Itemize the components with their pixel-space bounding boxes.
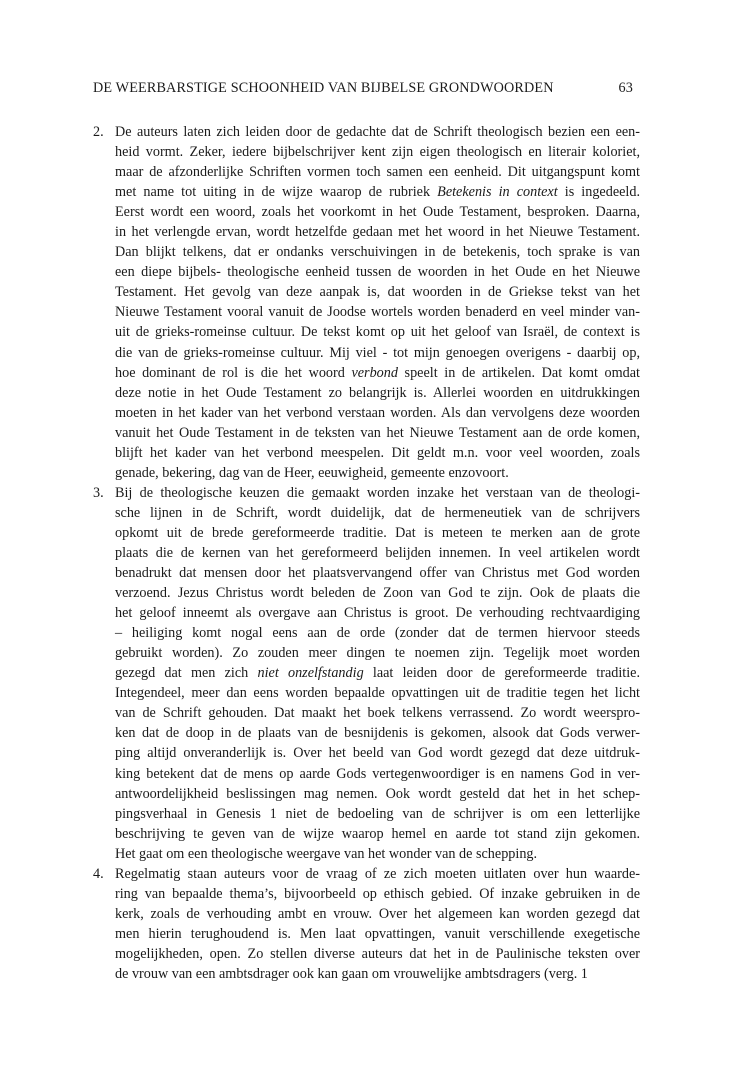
text-segment: Integendeel, meer dan eens worden bepaalde opvattingen uit de traditie tegen het licht bbox=[115, 685, 640, 702]
text-line bbox=[115, 663, 640, 683]
text-segment: uit de grieks-romeinse cultuur. De tekst komt op uit het geloof van Israël, de context is bbox=[115, 324, 640, 341]
text-segment: in het verlengde ervan, wordt hetzelfde gedaan met het woord in het Nieuwe Testament. bbox=[115, 224, 640, 241]
text-line bbox=[115, 162, 640, 182]
text-segment: Eerst wordt een woord, zoals het voorkomt in het Oude Testament, besproken. Daarna, bbox=[115, 204, 640, 221]
text-line bbox=[115, 383, 640, 403]
text-segment: king betekent dat de mens op aarde Gods vertegenwoordiger is en namens God in ver- bbox=[115, 765, 640, 782]
text-line bbox=[115, 423, 640, 443]
text-line bbox=[115, 683, 640, 703]
text-line bbox=[115, 643, 640, 663]
text-line bbox=[115, 924, 640, 944]
text-segment: benadrukt dat mensen door het plaatsvervangend offer van Christus met God worden bbox=[115, 565, 640, 582]
italic-term: Betekenis in context bbox=[437, 184, 558, 201]
text-line bbox=[115, 262, 640, 282]
text-line bbox=[115, 403, 640, 423]
text-line bbox=[115, 443, 640, 463]
text-line bbox=[115, 904, 640, 924]
text-line bbox=[115, 563, 640, 583]
numbered-paragraph bbox=[93, 864, 640, 984]
text-line bbox=[115, 503, 640, 523]
text-line bbox=[115, 804, 640, 824]
text-segment: deze notie in het Oude Testament zo belangrijk is. Allerlei woorden en uitdrukkingen bbox=[115, 384, 640, 401]
text-line bbox=[115, 864, 640, 884]
text-segment: maar de afzonderlijke Schriften vormen toch samen een eenheid. Dit uitgangspunt komt bbox=[115, 164, 640, 181]
text-line bbox=[115, 182, 640, 202]
text-segment: opkomt uit de brede gereformeerde traditie. Dat is meteen te merken aan de grote bbox=[115, 524, 640, 541]
text-line bbox=[115, 723, 640, 743]
text-segment: van de Schrift gehouden. Dat maakt het boek telkens verrassend. Zo wordt weerspro- bbox=[115, 705, 640, 722]
paragraph-number: 3. bbox=[93, 484, 104, 501]
text-segment: speelt in de artikelen. Dat komt omdat bbox=[397, 364, 640, 381]
text-line bbox=[115, 603, 640, 623]
text-segment: pingsverhaal in Genesis 1 niet de bedoeling van de schrijver is om een letterlijke bbox=[115, 805, 640, 822]
text-segment: ring van bepaalde thema’s, bijvoorbeeld op ethisch gebied. Of inzake gebruiken in de bbox=[115, 885, 640, 902]
text-segment: het geloof inneemt als overgave aan Christus is groot. De verhouding rechtvaardiging bbox=[115, 605, 640, 622]
text-line bbox=[115, 583, 640, 603]
text-segment: vanuit het Oude Testament in de teksten van het Nieuwe Testament aan de orde komen, bbox=[115, 424, 640, 441]
italic-term: verbond bbox=[351, 364, 398, 381]
text-segment: blijft het kader van het verbond meespelen. Dit geldt m.n. voor veel woorden, zoals bbox=[115, 444, 640, 461]
text-line bbox=[115, 764, 640, 784]
text-segment: antwoordelijkheid beslissingen mag nemen. Ook wordt gesteld dat het in het schep- bbox=[115, 785, 640, 802]
text-line bbox=[115, 884, 640, 904]
text-segment: gebruikt worden). Zo zouden meer dingen te noemen zijn. Tegelijk moet worden bbox=[115, 645, 640, 662]
text-line bbox=[115, 343, 640, 363]
text-segment: een diepe bijbels- theologische eenheid tussen de woorden in het Oude en het Nieuwe bbox=[115, 264, 640, 281]
text-segment: moeten in het kader van het verbond verstaan worden. Als dan vervolgens deze woorden bbox=[115, 404, 640, 421]
text-line bbox=[115, 944, 640, 964]
text-segment: ping altijd onveranderlijk is. Over het beeld van God wordt gezegd dat deze uitdruk- bbox=[115, 745, 640, 762]
page-number: 63 bbox=[618, 80, 633, 96]
text-line bbox=[115, 322, 640, 342]
paragraph-number: 2. bbox=[93, 124, 104, 140]
text-line bbox=[115, 483, 640, 503]
text-segment: die van de grieks-romeinse cultuur. Mij viel - tot mijn genoegen overigens - daarbij op, bbox=[115, 344, 640, 361]
text-line bbox=[115, 743, 640, 763]
text-line bbox=[115, 463, 640, 483]
text-line bbox=[115, 242, 640, 262]
text-segment: de vrouw van een ambtsdrager ook kan gaan om vrouwelijke ambtsdragers (verg. 1 bbox=[115, 965, 588, 982]
text-segment: met name tot uiting in de wijze waarop de rubriek bbox=[115, 184, 438, 201]
text-segment: Bij de theologische keuzen die gemaakt worden inzake het verstaan van de theologi- bbox=[115, 484, 640, 501]
text-segment: plaats die de kernen van het gereformeerd belijden innemen. In veel artikelen wordt bbox=[115, 544, 640, 561]
text-segment: men hierin terughoudend is. Men laat opvattingen, vanuit verschillende exegetische bbox=[115, 925, 640, 942]
text-segment: – heiliging komt nogal eens aan de orde (zonder dat de termen hiervoor steeds bbox=[115, 625, 640, 642]
text-segment: Testament. Het gevolg van deze aanpak is, dat woorden in de Griekse tekst van het bbox=[115, 284, 640, 301]
running-title: DE WEERBARSTIGE SCHOONHEID VAN BIJBELSE GRONDWOORDEN bbox=[93, 80, 554, 96]
text-line bbox=[115, 363, 640, 383]
text-line bbox=[115, 543, 640, 563]
numbered-paragraph bbox=[93, 122, 640, 483]
text-line bbox=[115, 623, 640, 643]
text-segment: genade, bekering, dag van de Heer, eeuwigheid, gemeente enzovoort. bbox=[115, 464, 509, 481]
text-line bbox=[115, 824, 640, 844]
paragraph-number: 4. bbox=[93, 865, 104, 882]
text-line bbox=[115, 302, 640, 322]
text-segment: Dan blijkt telkens, dat er ondanks verschuivingen in de betekenis, toch sprake is van bbox=[115, 244, 640, 261]
text-line bbox=[115, 703, 640, 723]
text-segment: beschrijving te geven van de wijze waarop hemel en aarde tot stand zijn gekomen. bbox=[115, 825, 640, 842]
text-line bbox=[115, 844, 640, 864]
text-segment: De auteurs laten zich leiden door de gedachte dat de Schrift theologisch bezien een een- bbox=[115, 124, 640, 140]
text-line bbox=[115, 523, 640, 543]
body-text bbox=[93, 122, 640, 984]
text-segment: mogelijkheden, open. Zo stellen diverse auteurs dat het in de Paulinische teksten over bbox=[115, 945, 640, 962]
text-segment: verzoend. Jezus Christus wordt beleden de Zoon van God te zijn. Ook de plaats die bbox=[115, 585, 640, 602]
text-segment: heid vormt. Zeker, iedere bijbelschrijver kent zijn eigen theologisch en literair koloriet, bbox=[115, 144, 640, 161]
text-segment: hoe dominant de rol is die het woord bbox=[115, 364, 352, 381]
text-line bbox=[115, 282, 640, 302]
text-segment: Nieuwe Testament vooral vanuit de Joodse wortels worden benaderd en veel minder van- bbox=[115, 304, 640, 321]
text-segment: laat leiden door de gereformeerde traditie. bbox=[363, 665, 641, 682]
text-segment: sche lijnen in de Schrift, wordt duidelijk, dat de hermeneutiek van de schrijvers bbox=[115, 504, 640, 521]
text-segment: ken dat de doop in de plaats van de besnijdenis is gekomen, alsook dat Gods verwer- bbox=[115, 725, 640, 742]
text-segment: Regelmatig staan auteurs voor de vraag of ze zich moeten uitlaten over hun waarde- bbox=[115, 865, 640, 882]
text-line bbox=[115, 122, 640, 142]
text-line bbox=[115, 964, 640, 984]
text-line bbox=[115, 784, 640, 804]
text-segment: Het gaat om een theologische weergave van het wonder van de schepping. bbox=[115, 845, 538, 862]
numbered-paragraph bbox=[93, 483, 640, 864]
italic-term: niet onzelfstandig bbox=[257, 665, 364, 682]
text-line bbox=[115, 222, 640, 242]
text-segment: gezegd dat men zich bbox=[115, 665, 258, 682]
text-segment: is ingedeeld. bbox=[557, 184, 640, 201]
text-line bbox=[115, 142, 640, 162]
text-segment: kerk, zoals de verhouding ambt en vrouw. Over het algemeen kan worden gezegd dat bbox=[115, 905, 640, 922]
text-line bbox=[115, 202, 640, 222]
